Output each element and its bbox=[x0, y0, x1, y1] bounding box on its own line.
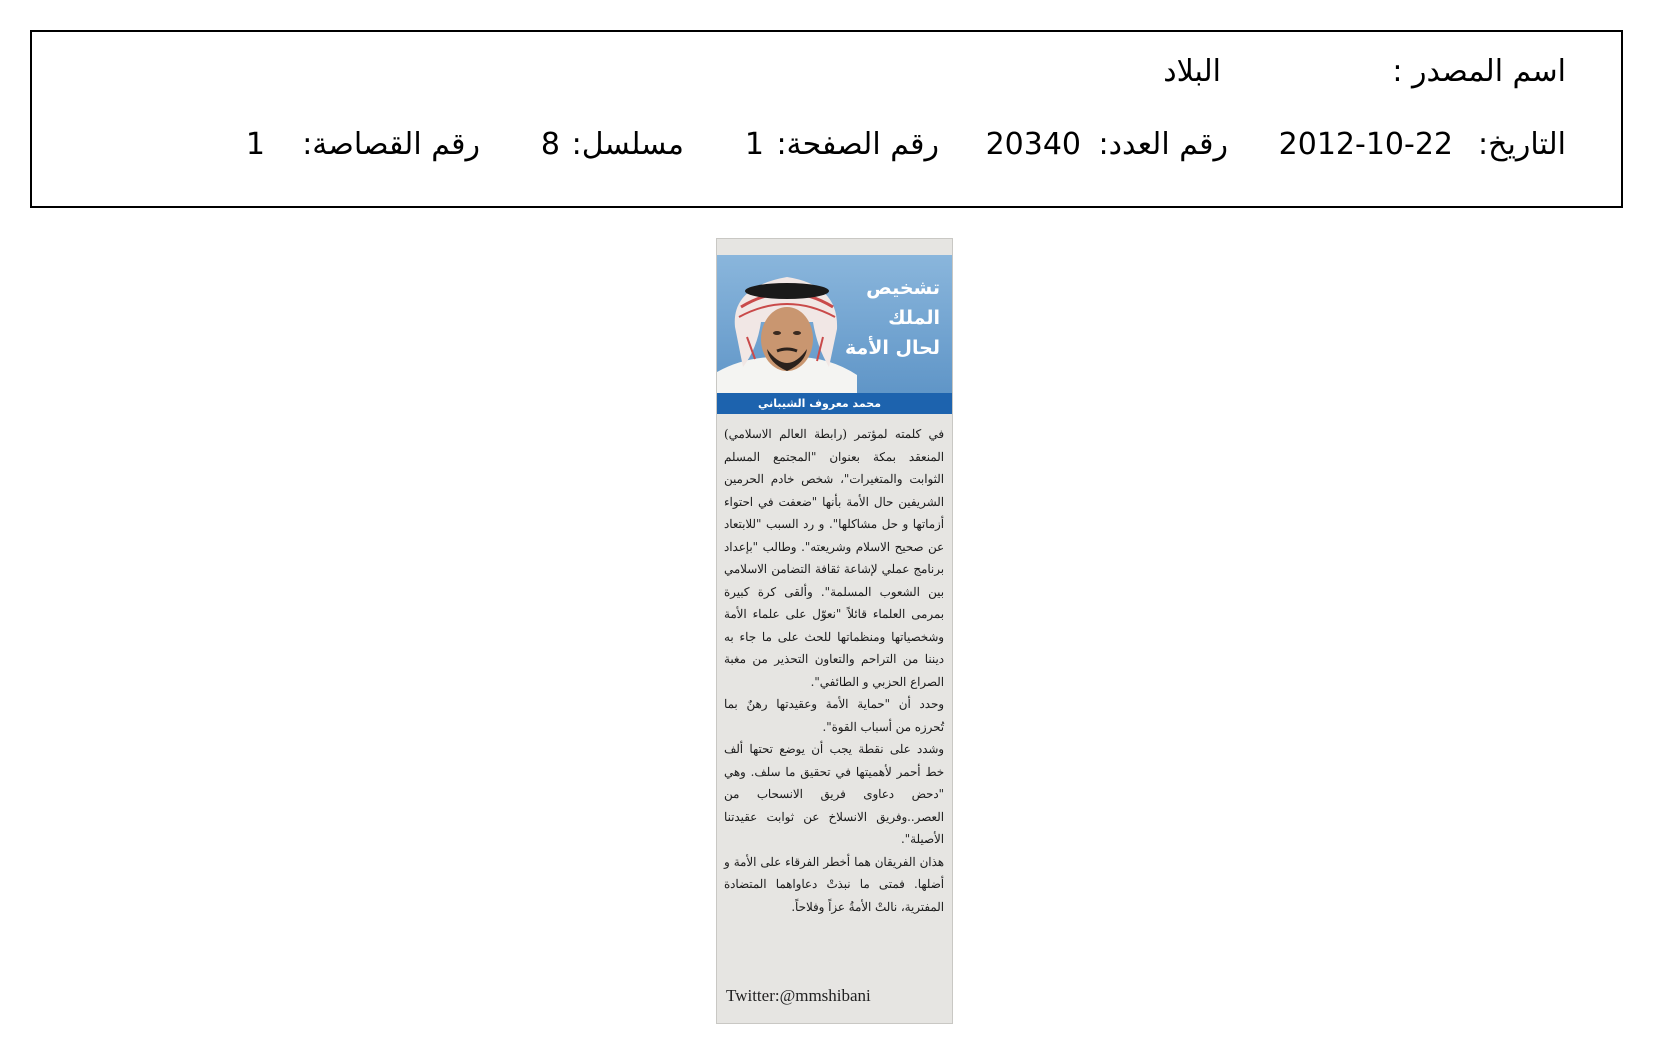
twitter-handle: Twitter:@mmshibani bbox=[726, 986, 871, 1005]
author-byline bbox=[717, 393, 952, 414]
title-line: لحال الأمة bbox=[844, 337, 940, 359]
details-row bbox=[32, 127, 1621, 167]
title-line: الملك bbox=[888, 307, 940, 329]
column-header bbox=[717, 255, 952, 395]
clip-value: 1 bbox=[245, 127, 265, 162]
article-paragraph: هذان الفريقان هما أخطر الفرقاء على الأمة و أضلها. فمتى ما نبذتْ دعاواهما المتضادة المفترية، نالتْ الأمةُ عزاً وفلاحاً. bbox=[724, 854, 944, 914]
source-label: اسم المصدر : bbox=[1392, 54, 1566, 89]
article-paragraph: وشدد على نقطة يجب أن يوضع تحتها ألف خط أحمر لأهميتها في تحقيق ما سلف. وهي "دحض دعاوى فريق الانسحاب من العصر..وفريق الانسلاخ عن ثوابت عقيدتنا الأصيلة". bbox=[724, 742, 944, 846]
page-value: 1 bbox=[744, 127, 764, 162]
column-title bbox=[845, 273, 940, 363]
serial-label: مسلسل: bbox=[571, 127, 684, 162]
author-name: محمد معروف الشيباني bbox=[757, 397, 882, 410]
article-paragraph: في كلمته لمؤتمر (رابطة العالم الاسلامي) المنعقد بمكة بعنوان "المجتمع المسلم الثوابت والمتغيرات"، شخص خادم الحرمين الشريفين حال الأمة بأنها "ضعفت في احتواء أزماتها و حل مشاكلها". و رد السبب "للابتعاد عن صحيح الاسلام وشريعته". وطالب "بإعداد برنامج عملي لإشاعة ثقافة التضامن الاسلامي بين الشعوب المسلمة". وألقى كرة كبيرة بمرمى العلماء قائلاً "نعوّل على علماء الأمة وشخصياتها ومنظماتها للحث على ما جاء به ديننا من التراحم والتعاون التحذير من مغبة الصراع الحزبي و الطائفي". bbox=[724, 427, 944, 689]
metadata-box bbox=[30, 30, 1623, 208]
serial-value: 8 bbox=[540, 127, 560, 162]
date-label: التاريخ: bbox=[1478, 127, 1566, 162]
clip-label: رقم القصاصة: bbox=[302, 127, 480, 162]
title-line: تشخيص bbox=[866, 277, 940, 299]
page-label: رقم الصفحة: bbox=[776, 127, 939, 162]
date-value: 2012-10-22 bbox=[1278, 127, 1453, 162]
article-paragraph: وحدد أن "حماية الأمة وعقيدتها رهنٌ بما تُحرزه من أسباب القوة". bbox=[724, 697, 944, 734]
source-value: البلاد bbox=[1163, 54, 1221, 89]
author-portrait bbox=[717, 267, 857, 395]
source-row bbox=[32, 54, 1621, 94]
issue-label: رقم العدد: bbox=[1098, 127, 1228, 162]
issue-value: 20340 bbox=[985, 127, 1081, 162]
newspaper-clipping bbox=[716, 238, 953, 1024]
article-body bbox=[724, 423, 944, 918]
